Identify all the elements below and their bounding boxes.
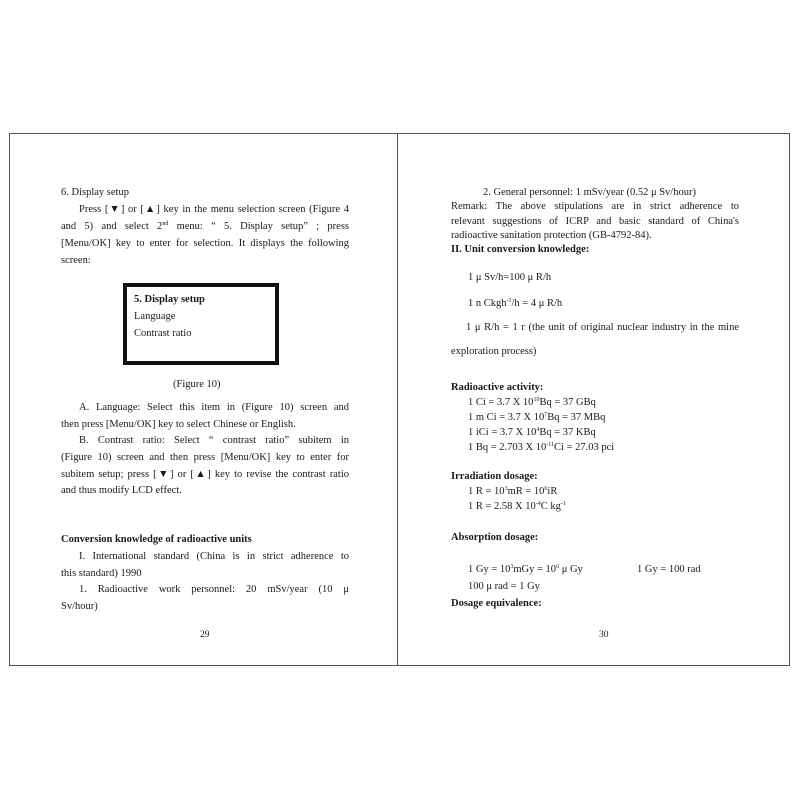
activity-line-3: 1 iCi = 3.7 X $10^4Bq = 37$ KBq [468,427,596,438]
intro-line-3: [Menu/OK] key to enter for selection. It displays the following [61,238,349,249]
unit-equation-3: 1 μ R/h = 1 r (the unit of original nuclear industry in the mine [466,322,739,333]
irradiation-heading: Irradiation dosage: [451,471,538,482]
conversion-heading: Conversion knowledge of radioactive units [61,534,252,545]
absorption-heading: Absorption dosage: [451,532,539,543]
item-b-line-1: B. Contrast ratio: Select “ contrast ratio” subitem in [79,435,349,446]
irradiation-line-1: 1 $R = 10^3mR = 10^6iR$ [468,486,558,497]
right-page [399,134,791,665]
screen-item-contrast: Contrast ratio [134,328,192,339]
remark-line-1: Remark: The above stipulations are in strict adherence to [451,201,739,212]
figure-caption: (Figure 10) [173,379,221,390]
absorption-line-1-right: 1 Gy = 100 rad [637,564,701,575]
remark-line-2: relevant suggestions of ICRP and basic standard of China's [451,216,739,227]
screen-item-language: Language [134,311,176,322]
unit-equation-3-cont: exploration process) [451,346,537,357]
absorption-line-2: 100 μ rad = 1 Gy [468,581,540,592]
irradiation-line-2: 1 R = 2.58 X $10^{-4}C$ $kg^{-1}$ [468,501,566,512]
activity-line-2: 1 m Ci = 3.7 X $10^7Bq = 37$ MBq [468,412,606,423]
book-spine [397,133,398,666]
item-a-line-2: then press [Menu/OK] key to select Chinese or English. [61,419,296,430]
unit-conversion-heading: II. Unit conversion knowledge: [451,244,590,255]
intro-line-2: and 5) and select 2nd menu: “ 5. Display setup” ; press [61,221,349,232]
book-spread [9,133,790,666]
conversion-line-1: I. International standard (China is in strict adherence to [79,551,349,562]
section-title: 6. Display setup [61,187,129,198]
item-b-line-3: subitem setup; press [▼] or [▲] key to revise the contrast ratio [61,469,349,480]
remark-line-3: radioactive sanitation protection (GB-4792-84). [451,230,652,241]
dosage-equivalence-heading: Dosage equivalence: [451,598,542,609]
conversion-line-3: 1. Radioactive work personnel: 20 mSv/year (10 μ [79,584,349,595]
intro-line-1: Press [▼] or [▲] key in the menu selection screen (Figure 4 [79,204,349,215]
activity-line-1: 1 Ci = 3.7 X $10^{10}Bq = 37$ GBq [468,397,596,408]
item-b-line-4: and thus modify LCD effect. [61,485,182,496]
general-personnel-line: 2. General personnel: 1 mSv/year (0.52 μ Sv/hour) [483,187,696,198]
unit-equation-2: 1 n Ckgh$^{-1}$/h = 4 μ R/h [468,298,563,309]
conversion-line-4: Sv/hour) [61,601,98,612]
activity-heading: Radioactive activity: [451,382,544,393]
page-number-right: 30 [599,630,609,640]
unit-equation-1: 1 μ Sv/h=100 μ R/h [468,272,552,283]
item-b-line-2: (Figure 10) screen and then press [Menu/OK] key to enter for [61,452,349,463]
display-setup-screen [123,283,279,365]
absorption-line-1: 1 $Gy = 10^3mGy = 10^6$ μ Gy [468,564,583,575]
activity-line-4: 1 Bq = 2.703 X $10^{-11}Ci = 27.03$ pci [468,442,615,453]
screen-title: 5. Display setup [134,294,205,305]
page-number-left: 29 [200,630,210,640]
item-a-line-1: A. Language: Select this item in (Figure 10) screen and [79,402,349,413]
conversion-line-2: this standard) 1990 [61,568,142,579]
left-page [10,134,398,665]
intro-line-4: screen: [61,255,91,266]
